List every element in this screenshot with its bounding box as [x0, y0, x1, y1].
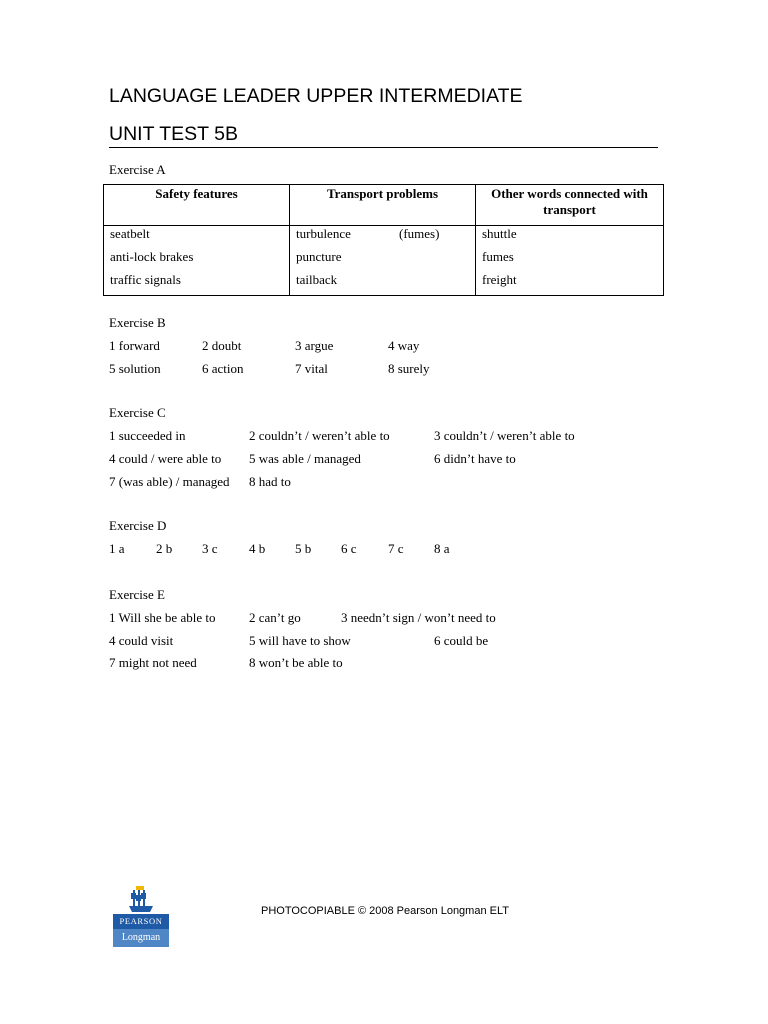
document-subtitle: UNIT TEST 5B [109, 123, 238, 145]
answer-item: 7 might not need [109, 655, 197, 670]
title-divider [109, 147, 658, 148]
column-header: Safety features [104, 185, 290, 226]
logo-longman-text: Longman [113, 929, 169, 947]
answer-item: 2 couldn’t / weren’t able to [249, 428, 390, 443]
answer-item: 1 Will she be able to [109, 610, 216, 625]
answer-item: 7 c [388, 541, 404, 556]
safety-features-cell [104, 226, 290, 296]
answer-item: 6 action [202, 361, 244, 376]
answer-item: 5 will have to show [249, 633, 351, 648]
answer-item: 5 solution [109, 361, 161, 376]
list-item: fumes [482, 249, 514, 264]
answer-item: 1 succeeded in [109, 428, 186, 443]
table-header-row [104, 185, 664, 226]
answer-item: 3 needn’t sign / won’t need to [341, 610, 496, 625]
list-item: tailback [296, 272, 338, 287]
list-item: anti-lock brakes [110, 249, 194, 264]
answer-item: 8 won’t be able to [249, 655, 343, 670]
answer-item: 1 a [109, 541, 125, 556]
answer-item: 8 a [434, 541, 450, 556]
ship-icon [127, 885, 155, 914]
other-words-cell [476, 226, 664, 296]
exercise-b-heading: Exercise B [109, 315, 166, 330]
answer-item: 2 doubt [202, 338, 242, 353]
document-title: LANGUAGE LEADER UPPER INTERMEDIATE [109, 85, 523, 107]
exercise-d-heading: Exercise D [109, 518, 167, 533]
pearson-longman-logo [113, 885, 169, 948]
answer-item: 4 could visit [109, 633, 174, 648]
exercise-e-heading: Exercise E [109, 587, 165, 602]
answer-item: 3 couldn’t / weren’t able to [434, 428, 575, 443]
answer-item: 8 had to [249, 474, 291, 489]
answer-item: 2 b [156, 541, 173, 556]
list-item [296, 226, 469, 249]
transport-problems-cell [290, 226, 476, 296]
answer-item: 7 (was able) / managed [109, 474, 230, 489]
answer-item: 1 forward [109, 338, 160, 353]
answer-item: 5 was able / managed [249, 451, 361, 466]
answer-item: 4 way [388, 338, 420, 353]
list-item: traffic signals [110, 272, 181, 287]
answer-item: 4 b [249, 541, 266, 556]
list-item-aside: (fumes) [399, 226, 440, 241]
list-item: puncture [296, 249, 342, 264]
list-item: seatbelt [110, 226, 150, 241]
copyright-notice: PHOTOCOPIABLE © 2008 Pearson Longman ELT [261, 905, 509, 917]
answer-item: 5 b [295, 541, 312, 556]
column-header: Other words connected with transport [476, 185, 664, 226]
table-row [104, 226, 664, 296]
column-header: Transport problems [290, 185, 476, 226]
exercise-a-heading: Exercise A [109, 162, 166, 177]
answer-item: 4 could / were able to [109, 451, 222, 466]
list-item: freight [482, 272, 517, 287]
list-item: shuttle [482, 226, 517, 241]
exercise-c-heading: Exercise C [109, 405, 166, 420]
answer-item: 3 c [202, 541, 218, 556]
logo-pearson-text: PEARSON [113, 914, 169, 929]
answer-item: 6 didn’t have to [434, 451, 516, 466]
answer-item: 3 argue [295, 338, 334, 353]
exercise-a-table [103, 184, 664, 296]
answer-item: 8 surely [388, 361, 430, 376]
list-item-text: turbulence [296, 226, 351, 241]
answer-item: 6 c [341, 541, 357, 556]
answer-item: 6 could be [434, 633, 489, 648]
answer-item: 7 vital [295, 361, 328, 376]
answer-item: 2 can’t go [249, 610, 301, 625]
